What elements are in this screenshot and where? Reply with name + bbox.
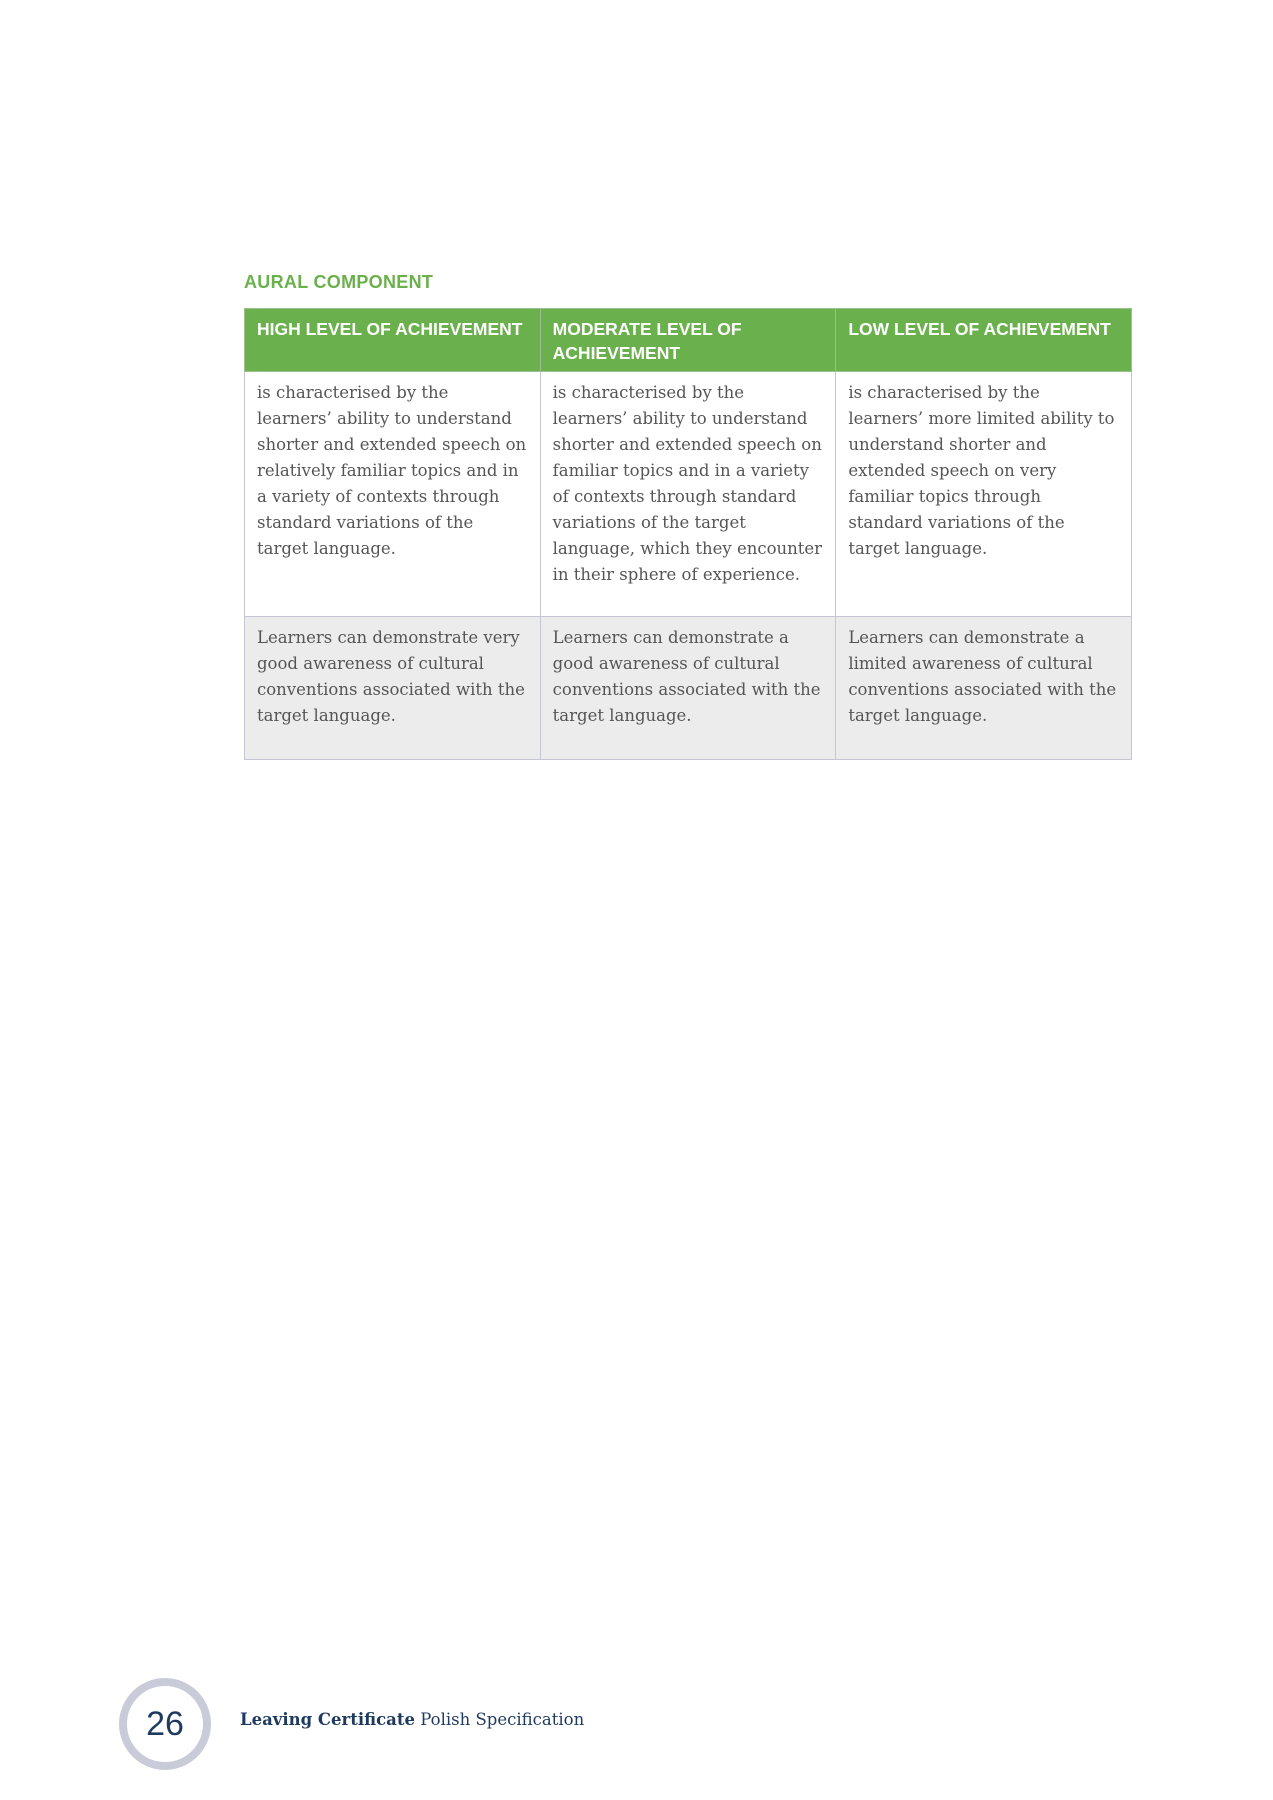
header-high: HIGH LEVEL OF ACHIEVEMENT	[245, 309, 541, 372]
footer-title-rest: Polish Specification	[415, 1710, 585, 1729]
table-row	[245, 372, 1132, 617]
page-number-badge	[119, 1678, 211, 1770]
footer-title-bold: Leaving Certificate	[240, 1710, 415, 1729]
table-cell: is characterised by the learners’ ability to understand shorter and extended speech on familiar topics and in a variety of contexts through standard variations of the target language, which they encounter in their sphere of experience.	[540, 372, 836, 617]
table-header-row	[245, 309, 1132, 372]
section-title: AURAL COMPONENT	[244, 272, 434, 292]
table-row	[245, 617, 1132, 760]
table-cell: is characterised by the learners’ ability to understand shorter and extended speech on relatively familiar topics and in a variety of contexts through standard variations of the target language.	[245, 372, 541, 617]
header-low: LOW LEVEL OF ACHIEVEMENT	[836, 309, 1132, 372]
footer-title	[240, 1710, 584, 1729]
achievement-table	[244, 308, 1132, 760]
table-cell: is characterised by the learners’ more limited ability to understand shorter and extended speech on very familiar topics through standard variations of the target language.	[836, 372, 1132, 617]
header-moderate: MODERATE LEVEL OF ACHIEVEMENT	[540, 309, 836, 372]
table-cell: Learners can demonstrate a limited awareness of cultural conventions associated with the target language.	[836, 617, 1132, 760]
table-cell: Learners can demonstrate a good awareness of cultural conventions associated with the target language.	[540, 617, 836, 760]
table-cell: Learners can demonstrate very good awareness of cultural conventions associated with the target language.	[245, 617, 541, 760]
page-number: 26	[146, 1704, 184, 1743]
